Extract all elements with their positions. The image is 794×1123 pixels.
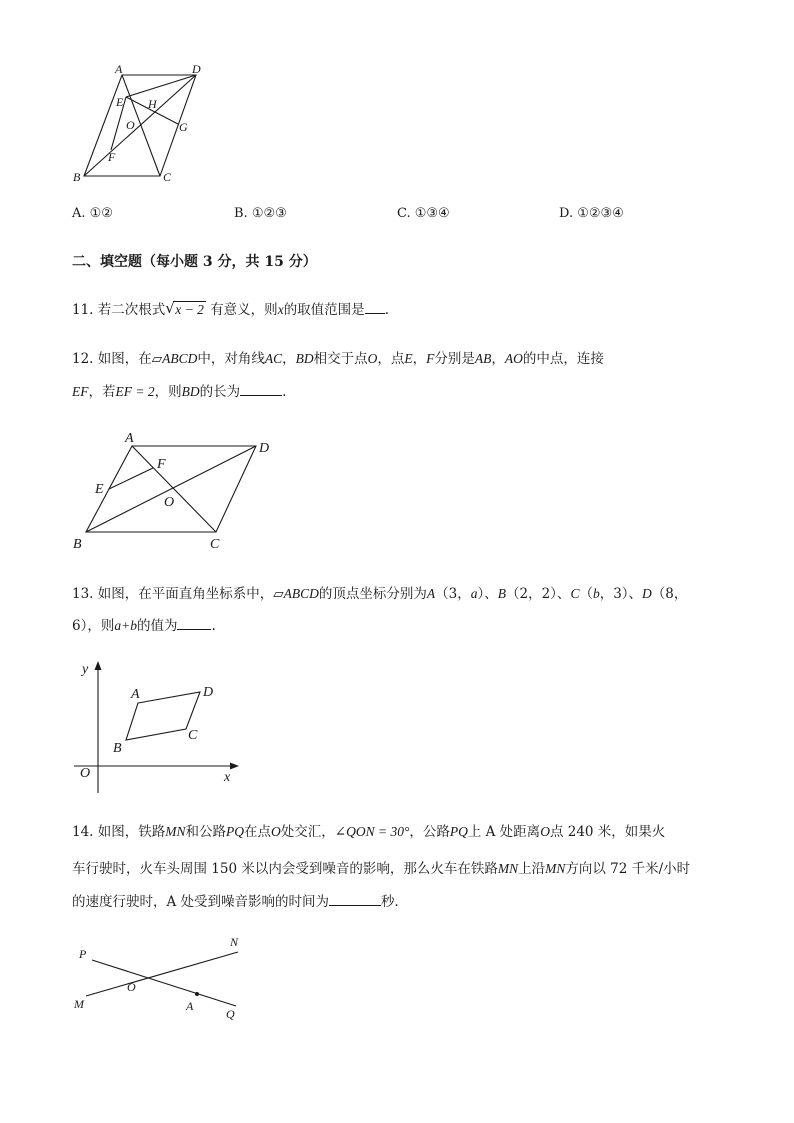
y-axis-arrow: [95, 661, 102, 670]
q13-pa: A: [426, 586, 436, 601]
label-A: A: [125, 431, 134, 446]
option-b: B. ①②③: [234, 206, 287, 221]
q11-var: x: [277, 302, 284, 317]
q14-text: 在点: [244, 824, 272, 840]
label-O: O: [127, 980, 136, 994]
label-y: y: [82, 662, 89, 677]
q14-o2: O: [540, 824, 550, 839]
q13-pd: D: [642, 586, 652, 601]
question-12-line2: [72, 382, 286, 401]
q12-text: ，点: [377, 351, 405, 367]
question-13-line1: [72, 585, 687, 603]
label-D: D: [192, 62, 201, 76]
q12-text: ，: [282, 351, 296, 367]
label-x: x: [224, 770, 231, 785]
q12-ef: EF: [72, 384, 89, 399]
q12-e: E: [404, 351, 413, 366]
label-M: M: [74, 997, 84, 1011]
label-F: F: [157, 457, 166, 472]
figure-q12: [66, 425, 286, 555]
x-axis-arrow: [230, 763, 239, 770]
q12-text: 12. 如图，在: [72, 351, 152, 367]
label-A: A: [131, 687, 140, 702]
q12-bd2: BD: [181, 384, 200, 399]
question-11: [72, 300, 389, 319]
option-c: C. ①③④: [397, 206, 450, 221]
q13-pc: C: [570, 586, 580, 601]
q14-text: 点 240 米，如果火: [549, 824, 666, 840]
q13-text: （3，: [435, 586, 471, 602]
q12-text: ，则: [154, 384, 182, 400]
option-d: D. ①②③④: [559, 206, 624, 221]
q13-pb: B: [497, 586, 506, 601]
q13-text: 的值为: [136, 618, 178, 634]
q11-mid: 有意义，则: [210, 302, 278, 318]
q14-text: 处交汇，: [280, 824, 335, 840]
answer-blank-14[interactable]: [329, 892, 381, 906]
q11-number: 11.: [72, 302, 94, 318]
q11-end: .: [384, 302, 389, 318]
q12-text: 的长为: [199, 384, 241, 400]
label-O: O: [126, 118, 135, 132]
question-14-line2: [72, 860, 690, 878]
figure-q10: [66, 60, 206, 190]
label-C: C: [188, 728, 198, 743]
q14-text: 14. 如图，铁路: [72, 824, 166, 840]
q14-o: O: [271, 824, 281, 839]
point-a: [195, 992, 199, 996]
q14-text: 秒．: [381, 894, 409, 910]
q13-text: （8，: [651, 586, 688, 602]
q14-text: 车行驶时，火车头周围 150 米以内会受到噪音的影响，那么火车在铁路: [72, 861, 498, 877]
q13-text: .: [211, 618, 216, 634]
q13-text: 的顶点坐标分别为: [318, 586, 427, 602]
label-Q: Q: [226, 1007, 235, 1021]
q12-f: F: [426, 351, 435, 366]
q14-mn: MN: [165, 824, 186, 839]
label-O: O: [164, 495, 175, 510]
label-D: D: [259, 441, 270, 456]
q14-text: ，公路: [409, 824, 450, 840]
figure-q14: [66, 932, 256, 1027]
q14-text: 和公路: [185, 824, 227, 840]
label-B: B: [73, 537, 82, 552]
answer-blank-11[interactable]: [365, 300, 385, 314]
label-E: E: [116, 95, 124, 109]
q13-text: （: [579, 586, 593, 602]
q13-text: ）、: [477, 586, 498, 602]
q14-text: 的速度行驶时，A 处受到噪音影响的时间为: [72, 894, 330, 910]
question-14-line1: [72, 823, 665, 841]
line-pq: [92, 960, 236, 1006]
q12-o: O: [367, 351, 378, 366]
label-D: D: [203, 685, 214, 700]
q14-pq2: PQ: [449, 824, 468, 839]
label-G: G: [179, 120, 188, 134]
q12-ac: AC: [264, 351, 283, 366]
label-A: A: [115, 62, 123, 76]
radicand: x − 2: [175, 302, 204, 317]
answer-blank-12[interactable]: [240, 382, 282, 396]
label-B: B: [73, 170, 81, 184]
q12-ef-eq: EF = 2: [115, 384, 155, 399]
q12-parallelogram: ▱ABCD: [151, 351, 198, 366]
figure-q13: [66, 655, 246, 795]
q12-text: .: [282, 384, 287, 400]
q14-text: 上沿: [518, 861, 546, 877]
label-B: B: [113, 741, 122, 756]
q12-text: 的中点，连接: [522, 351, 604, 367]
q13-text: 13. 如图，在平面直角坐标系中，▱: [72, 586, 284, 602]
section-heading: 二、填空题（每小题 3 分，共 15 分）: [72, 254, 317, 270]
label-H: H: [148, 97, 157, 111]
q14-mn2: MN: [497, 861, 519, 876]
q14-text: 上 A 处距离: [467, 824, 541, 840]
question-14-line3: [72, 892, 408, 911]
q12-ab: AB: [474, 351, 492, 366]
label-A: A: [186, 999, 194, 1013]
q14-pq: PQ: [226, 824, 245, 839]
label-O: O: [80, 766, 91, 781]
line-mn: [86, 952, 238, 996]
sqrt-expression: √ x − 2: [165, 299, 204, 317]
q12-ao: AO: [504, 351, 523, 366]
q13-text: 6），则: [72, 618, 115, 634]
q14-angle: ∠QON = 30°: [334, 824, 410, 839]
q12-text: 中，对角线: [197, 351, 265, 367]
q12-text: 相交于点: [313, 351, 368, 367]
q13-apb: a+b: [114, 618, 137, 633]
q14-text: 方向以 72 千米/小时: [565, 861, 691, 877]
q12-text: ，: [491, 351, 505, 367]
q12-text: ，若: [88, 384, 116, 400]
option-a: A. ①②: [72, 206, 113, 221]
label-P: P: [79, 947, 87, 961]
label-N: N: [230, 935, 239, 949]
q13-text: ，3）、: [599, 586, 643, 602]
question-13-line2: [72, 616, 216, 635]
q11-pre: 若二次根式: [97, 302, 166, 318]
q12-text: 分别是: [434, 351, 475, 367]
question-12-line1: [72, 350, 604, 368]
q13-b: b: [592, 586, 600, 601]
label-F: F: [108, 150, 116, 164]
q13-abcd: ABCD: [283, 586, 319, 601]
q13-text: （2，2）、: [506, 586, 571, 602]
q14-mn3: MN: [545, 861, 566, 876]
answer-blank-13[interactable]: [177, 616, 211, 630]
q13-a: a: [470, 586, 478, 601]
q11-post: 的取值范围是: [283, 302, 365, 318]
label-C: C: [210, 537, 220, 552]
label-C: C: [163, 170, 172, 184]
q12-bd: BD: [295, 351, 314, 366]
label-E: E: [95, 482, 104, 497]
q12-text: ，: [412, 351, 427, 367]
